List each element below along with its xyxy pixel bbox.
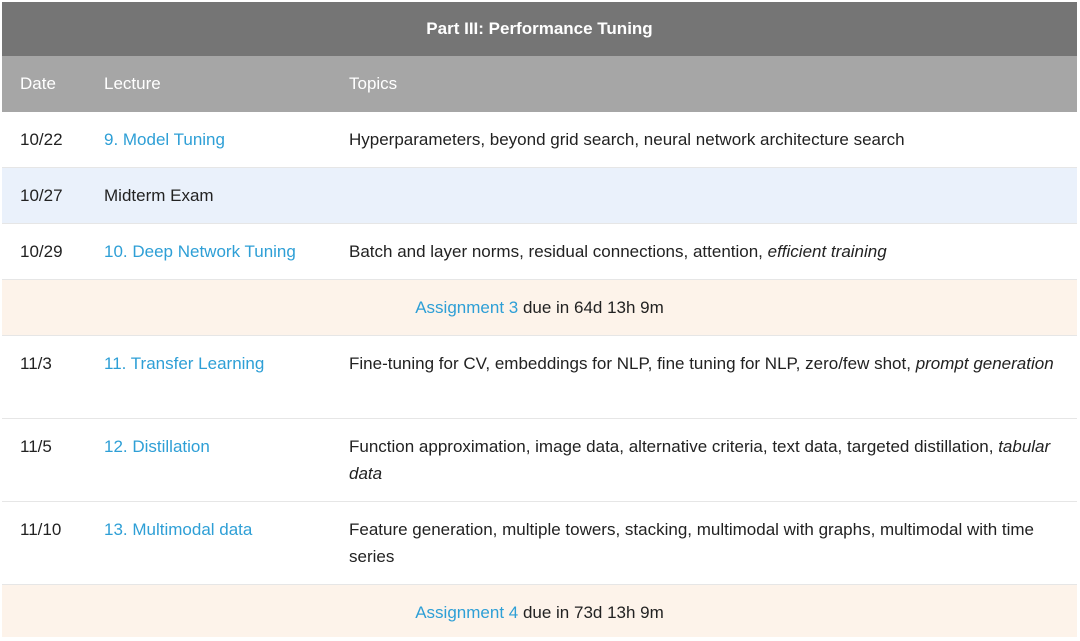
lecture-link[interactable]: 9. Model Tuning — [104, 130, 225, 149]
row-topics: Fine-tuning for CV, embeddings for NLP, fine tuning for NLP, zero/few shot, prompt generation — [349, 354, 1054, 373]
row-lecture: Midterm Exam — [104, 186, 214, 205]
row-date: 11/5 — [20, 437, 52, 456]
assignment-due: due in 64d 13h 9m — [518, 298, 664, 317]
table-row — [2, 168, 1077, 224]
row-topics: Hyperparameters, beyond grid search, neural network architecture search — [349, 130, 905, 149]
lecture-link[interactable]: 10. Deep Network Tuning — [104, 242, 296, 261]
table-row — [2, 224, 1077, 280]
row-date: 11/10 — [20, 520, 62, 539]
table-row — [2, 419, 1077, 502]
table-row — [2, 502, 1077, 585]
row-date: 10/27 — [20, 186, 63, 205]
row-topics: Feature generation, multiple towers, stacking, multimodal with graphs, multimodal with time series — [349, 520, 1035, 566]
assignment-link[interactable]: Assignment 4 — [415, 603, 519, 622]
assignment-banner — [2, 280, 1077, 336]
table-row — [2, 112, 1077, 168]
table-row — [2, 336, 1077, 419]
assignment-due: due in 73d 13h 9m — [518, 603, 664, 622]
row-date: 10/29 — [20, 242, 63, 261]
assignment-banner — [2, 585, 1077, 637]
lecture-link[interactable]: 12. Distillation — [104, 437, 210, 456]
lecture-link[interactable]: 13. Multimodal data — [104, 520, 253, 539]
row-topics: Function approximation, image data, alternative criteria, text data, targeted distillation, tabular data — [349, 437, 1051, 483]
table-header — [2, 56, 1077, 112]
row-date: 10/22 — [20, 130, 63, 149]
lecture-link[interactable]: 11. Transfer Learning — [104, 354, 265, 373]
header-date: Date — [20, 74, 56, 93]
row-date: 11/3 — [20, 354, 52, 373]
section-title: Part III: Performance Tuning — [2, 2, 1077, 56]
row-topics: Batch and layer norms, residual connections, attention, efficient training — [349, 242, 887, 261]
header-topics: Topics — [349, 74, 398, 93]
assignment-link[interactable]: Assignment 3 — [415, 298, 519, 317]
header-lecture: Lecture — [104, 74, 161, 93]
